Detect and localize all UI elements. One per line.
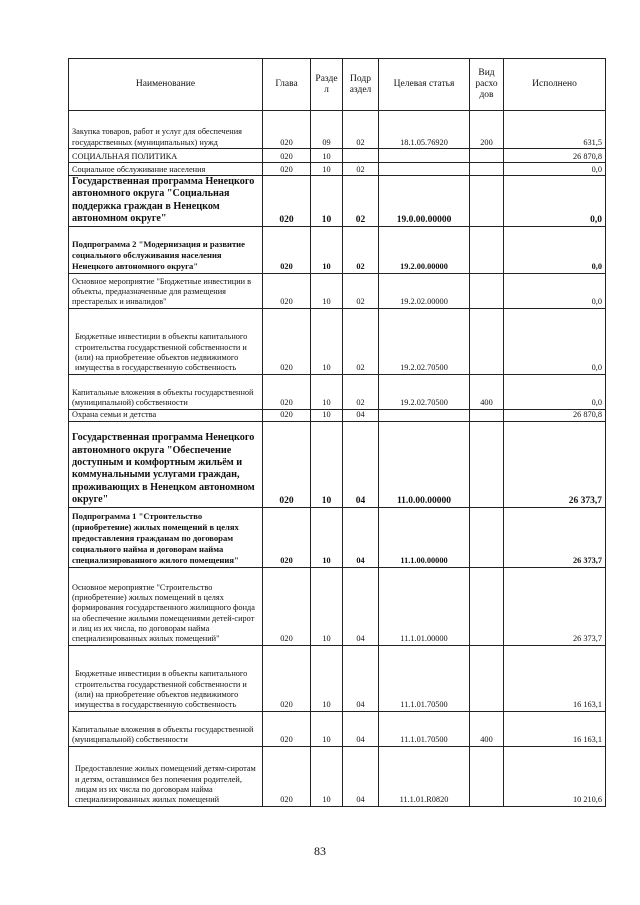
table-row — [69, 409, 606, 421]
row-type-cell: 400 — [470, 711, 504, 746]
row-type-cell — [470, 507, 504, 567]
row-type-cell — [470, 226, 504, 273]
row-name-cell: Государственная программа Ненецкого автономного округа "Социальная поддержка граждан в Ненецком автономном округе" — [69, 176, 263, 227]
row-executed-cell: 0,0 — [504, 226, 606, 273]
row-type-cell — [470, 746, 504, 806]
row-subsection-cell: 04 — [343, 421, 379, 507]
row-type-cell — [470, 645, 504, 711]
row-section-cell: 10 — [311, 645, 343, 711]
row-name-cell: Социальное обслуживание населения — [69, 163, 263, 176]
row-subsection-cell: 04 — [343, 645, 379, 711]
row-section-cell: 10 — [311, 226, 343, 273]
row-chapter-cell: 020 — [263, 746, 311, 806]
row-subsection-cell: 02 — [343, 308, 379, 374]
row-name-cell: СОЦИАЛЬНАЯ ПОЛИТИКА — [69, 149, 263, 163]
row-section-cell: 10 — [311, 421, 343, 507]
row-executed-cell: 0,0 — [504, 308, 606, 374]
table-row — [69, 421, 606, 507]
row-target-cell: 19.2.02.70500 — [379, 374, 470, 409]
row-executed-cell: 0,0 — [504, 273, 606, 308]
row-chapter-cell: 020 — [263, 163, 311, 176]
row-executed-cell: 26 373,7 — [504, 567, 606, 645]
table-row — [69, 149, 606, 163]
row-subsection-cell: 02 — [343, 273, 379, 308]
row-target-cell: 11.1.01.R0820 — [379, 746, 470, 806]
row-name-cell: Основное мероприятие "Бюджетные инвестиции в объекты, предназначенные для размещения престарелых и инвалидов" — [69, 273, 263, 308]
row-section-cell: 10 — [311, 308, 343, 374]
row-name-cell: Основное мероприятие "Строительство (приобретение) жилых помещений в целях формирования государственного жилищного фонда на обеспечение жилыми помещениями детей-сирот и лиц из их числа, по договорам найма специализированных жилых помещений" — [69, 567, 263, 645]
row-type-cell — [470, 567, 504, 645]
row-executed-cell: 16 163,1 — [504, 645, 606, 711]
row-section-cell: 10 — [311, 507, 343, 567]
row-target-cell: 19.2.02.70500 — [379, 308, 470, 374]
table-row — [69, 308, 606, 374]
row-chapter-cell: 020 — [263, 645, 311, 711]
header-section: Разде л — [311, 59, 343, 111]
header-executed: Исполнено — [504, 59, 606, 111]
row-chapter-cell: 020 — [263, 409, 311, 421]
row-section-cell: 09 — [311, 111, 343, 149]
row-section-cell: 10 — [311, 163, 343, 176]
row-target-cell: 19.2.00.00000 — [379, 226, 470, 273]
row-name-cell: Закупка товаров, работ и услуг для обеспечения государственных (муниципальных) нужд — [69, 111, 263, 149]
row-section-cell: 10 — [311, 409, 343, 421]
row-name-cell: Подпрограмма 1 "Строительство (приобретение) жилых помещений в целях предоставления гражданам по договорам социального найма и договорам найма специализированного жилого помещения" — [69, 507, 263, 567]
row-name-cell: Предоставление жилых помещений детям-сиротам и детям, оставшимся без попечения родителей, лицам из их числа по договорам найма специализированных жилых помещений — [69, 746, 263, 806]
row-executed-cell: 10 210,6 — [504, 746, 606, 806]
row-target-cell: 18.1.05.76920 — [379, 111, 470, 149]
row-executed-cell: 26 870,8 — [504, 409, 606, 421]
row-target-cell — [379, 163, 470, 176]
table-header-row — [69, 59, 606, 111]
row-subsection-cell: 02 — [343, 176, 379, 227]
row-chapter-cell: 020 — [263, 226, 311, 273]
row-section-cell: 10 — [311, 567, 343, 645]
page-number: 83 — [314, 844, 326, 858]
header-name: Наименование — [69, 59, 263, 111]
row-subsection-cell: 04 — [343, 746, 379, 806]
row-name-cell: Государственная программа Ненецкого автономного округа "Обеспечение доступным и комфортным жильём и коммунальными услугами граждан, проживающих в Ненецком автономном округе" — [69, 421, 263, 507]
row-chapter-cell: 020 — [263, 308, 311, 374]
row-chapter-cell: 020 — [263, 711, 311, 746]
table-row — [69, 163, 606, 176]
row-subsection-cell: 04 — [343, 507, 379, 567]
row-subsection-cell — [343, 149, 379, 163]
row-subsection-cell: 02 — [343, 111, 379, 149]
row-type-cell: 200 — [470, 111, 504, 149]
row-executed-cell: 0,0 — [504, 176, 606, 227]
row-executed-cell: 16 163,1 — [504, 711, 606, 746]
row-type-cell — [470, 409, 504, 421]
row-section-cell: 10 — [311, 746, 343, 806]
row-chapter-cell: 020 — [263, 421, 311, 507]
row-name-cell: Капитальные вложения в объекты государственной (муниципальной) собственности — [69, 374, 263, 409]
table-row — [69, 507, 606, 567]
row-name-cell: Подпрограмма 2 "Модернизация и развитие социального обслуживания населения Ненецкого автономного округа" — [69, 226, 263, 273]
row-executed-cell: 0,0 — [504, 163, 606, 176]
row-chapter-cell: 020 — [263, 374, 311, 409]
row-type-cell — [470, 163, 504, 176]
row-name-cell: Бюджетные инвестиции в объекты капитального строительства государственной собственности и (или) на приобретение объектов недвижимого имущества в государственную собственность — [69, 308, 263, 374]
table-row — [69, 273, 606, 308]
row-type-cell — [470, 149, 504, 163]
row-subsection-cell: 02 — [343, 163, 379, 176]
row-type-cell: 400 — [470, 374, 504, 409]
row-section-cell: 10 — [311, 273, 343, 308]
row-target-cell: 11.1.01.00000 — [379, 567, 470, 645]
header-type: Вид расхо дов — [470, 59, 504, 111]
row-target-cell: 11.1.00.00000 — [379, 507, 470, 567]
row-target-cell: 11.1.01.70500 — [379, 711, 470, 746]
table-row — [69, 226, 606, 273]
row-type-cell — [470, 273, 504, 308]
row-chapter-cell: 020 — [263, 273, 311, 308]
row-type-cell — [470, 421, 504, 507]
row-chapter-cell: 020 — [263, 149, 311, 163]
row-target-cell: 11.1.01.70500 — [379, 645, 470, 711]
row-name-cell: Капитальные вложения в объекты государственной (муниципальной) собственности — [69, 711, 263, 746]
row-section-cell: 10 — [311, 176, 343, 227]
row-name-cell: Бюджетные инвестиции в объекты капитального строительства государственной собственности и (или) на приобретение объектов недвижимого имущества в государственную собственность — [69, 645, 263, 711]
table-row — [69, 374, 606, 409]
row-executed-cell: 0,0 — [504, 374, 606, 409]
row-target-cell — [379, 409, 470, 421]
row-executed-cell: 26 870,8 — [504, 149, 606, 163]
header-chapter: Глава — [263, 59, 311, 111]
row-chapter-cell: 020 — [263, 507, 311, 567]
row-subsection-cell: 04 — [343, 711, 379, 746]
table-row — [69, 567, 606, 645]
row-subsection-cell: 04 — [343, 409, 379, 421]
row-target-cell: 11.0.00.00000 — [379, 421, 470, 507]
row-executed-cell: 631,5 — [504, 111, 606, 149]
header-subsection: Подр аздел — [343, 59, 379, 111]
budget-table — [68, 58, 606, 807]
table-row — [69, 746, 606, 806]
row-section-cell: 10 — [311, 374, 343, 409]
row-target-cell — [379, 149, 470, 163]
row-subsection-cell: 04 — [343, 567, 379, 645]
row-subsection-cell: 02 — [343, 374, 379, 409]
row-target-cell: 19.0.00.00000 — [379, 176, 470, 227]
row-type-cell — [470, 176, 504, 227]
row-executed-cell: 26 373,7 — [504, 507, 606, 567]
table-row — [69, 711, 606, 746]
row-section-cell: 10 — [311, 149, 343, 163]
row-section-cell: 10 — [311, 711, 343, 746]
header-target: Целевая статья — [379, 59, 470, 111]
row-chapter-cell: 020 — [263, 111, 311, 149]
table-row — [69, 645, 606, 711]
row-chapter-cell: 020 — [263, 176, 311, 227]
row-name-cell: Охрана семьи и детства — [69, 409, 263, 421]
row-subsection-cell: 02 — [343, 226, 379, 273]
row-target-cell: 19.2.02.00000 — [379, 273, 470, 308]
row-executed-cell: 26 373,7 — [504, 421, 606, 507]
row-type-cell — [470, 308, 504, 374]
table-row — [69, 176, 606, 227]
row-chapter-cell: 020 — [263, 567, 311, 645]
table-row — [69, 111, 606, 149]
